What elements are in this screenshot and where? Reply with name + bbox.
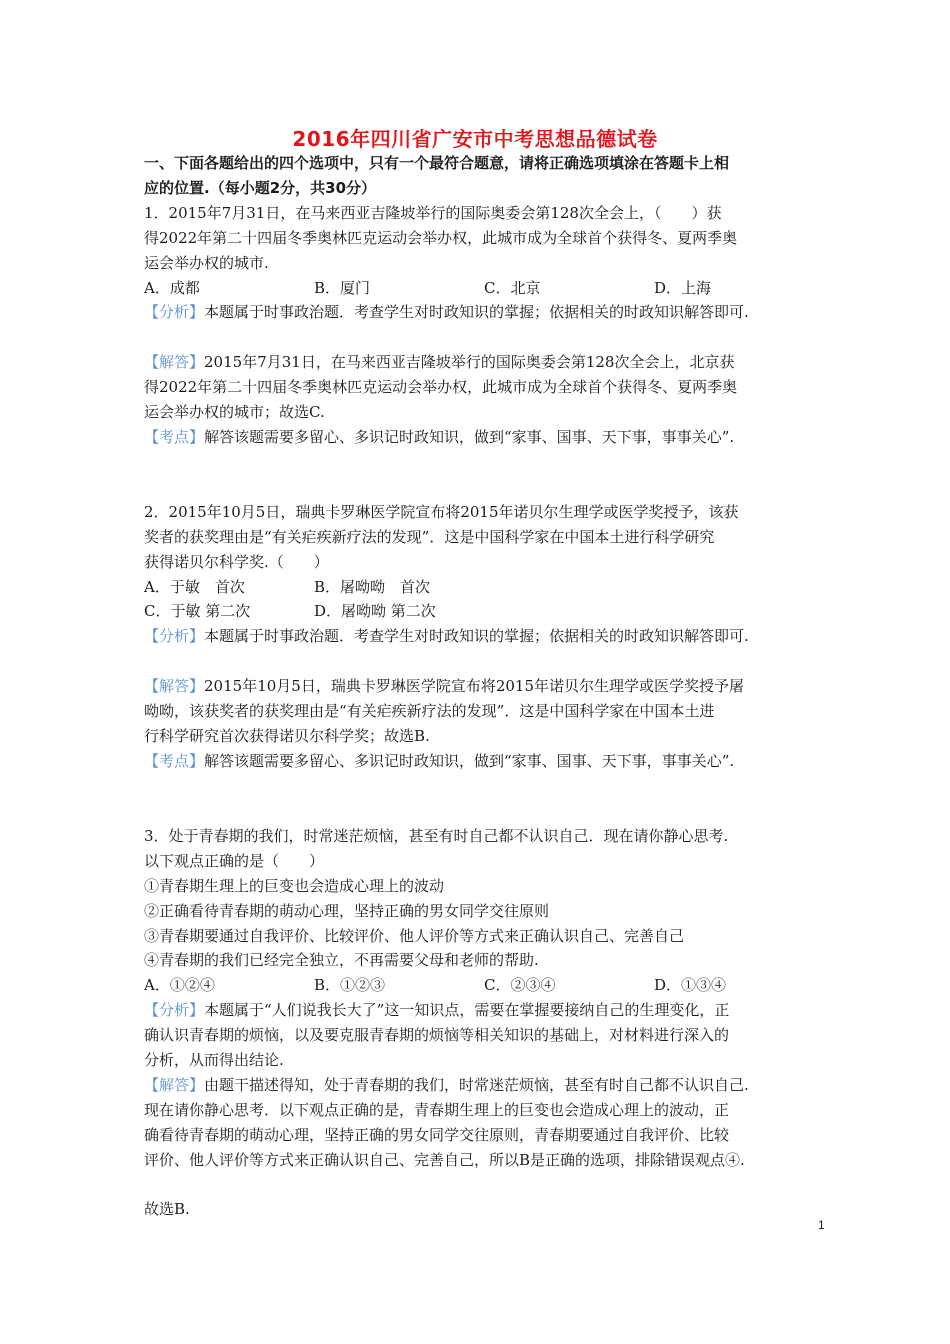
q1-option-d: D．上海	[654, 279, 712, 297]
q1-option-b: B．厦门	[314, 279, 371, 297]
q3-option-c: C．②③④	[484, 976, 556, 994]
q3-stem-line-2: 以下观点正确的是（ ）	[144, 852, 325, 870]
q3-analysis-line-1	[144, 1000, 729, 1020]
q1-analysis	[144, 302, 749, 322]
q1-answer-line-1	[144, 352, 734, 372]
q1-point-tag: 【考点】	[144, 428, 205, 446]
q1-options	[144, 278, 711, 298]
q2-analysis-text: 本题属于时事政治题．考查学生对时政知识的掌握；依据相关的时政知识解答即可.	[204, 627, 749, 645]
q3-answer-line-1	[144, 1075, 749, 1095]
q3-stem-line-1: 3．处于青春期的我们，时常迷茫烦恼，甚至有时自己都不认识自己．现在请你静心思考.	[144, 827, 729, 845]
q3-option-d: D．①③④	[654, 976, 727, 994]
exam-title: 2016年四川省广安市中考思想品德试卷	[292, 127, 658, 151]
q1-analysis-text: 本题属于时事政治题．考查学生对时政知识的掌握；依据相关的时政知识解答即可.	[204, 303, 749, 321]
q3-options	[144, 975, 726, 995]
q2-option-d: D．屠呦呦 第二次	[314, 602, 436, 620]
q1-stem-line-1: 1．2015年7月31日，在马来西亚吉隆坡举行的国际奥委会第128次全会上，（ ）获	[144, 204, 722, 222]
q3-analysis-text-1: 本题属于“人们说我长大了”这一知识点，需要在掌握要接纳自己的生理变化，正	[204, 1001, 730, 1019]
q3-option-b: B．①②③	[314, 976, 386, 994]
q3-analysis-tag: 【分析】	[144, 1001, 205, 1019]
q1-answer-tag: 【解答】	[144, 353, 205, 371]
page-number: 1	[818, 1218, 825, 1232]
q2-stem-line-2: 奖者的获奖理由是“有关疟疾新疗法的发现”．这是中国科学家在中国本土进行科学研究	[144, 528, 715, 546]
q2-answer-line-2: 呦呦，该获奖者的获奖理由是“有关疟疾新疗法的发现”．这是中国科学家在中国本土进	[144, 702, 715, 720]
q2-point-tag: 【考点】	[144, 752, 205, 770]
q3-conclusion: 故选B.	[144, 1200, 190, 1218]
q1-point-text: 解答该题需要多留心、多识记时政知识，做到“家事、国事、天下事，事事关心”.	[204, 428, 735, 446]
q3-statement-1: ①青春期生理上的巨变也会造成心理上的波动	[144, 877, 445, 895]
section-heading-line-2: 应的位置.（每小题2分，共30分）	[144, 179, 377, 197]
q2-options-row-1	[144, 577, 430, 597]
q3-answer-tag: 【解答】	[144, 1076, 205, 1094]
q2-stem-line-3: 获得诺贝尔科学奖.（ ）	[144, 553, 329, 571]
q2-answer-text-1: 2015年10月5日，瑞典卡罗琳医学院宣布将2015年诺贝尔生理学或医学奖授予屠	[204, 677, 744, 695]
q2-answer-tag: 【解答】	[144, 677, 205, 695]
q2-option-a: A．于敏 首次	[144, 578, 245, 596]
q2-answer-line-3: 行科学研究首次获得诺贝尔科学奖；故选B.	[144, 727, 430, 745]
q2-point	[144, 751, 734, 771]
q3-statement-3: ③青春期要通过自我评价、比较评价、他人评价等方式来正确认识自己、完善自己	[144, 927, 685, 945]
q1-answer-text-1: 2015年7月31日，在马来西亚吉隆坡举行的国际奥委会第128次全会上，北京获	[204, 353, 735, 371]
q2-stem-line-1: 2．2015年10月5日，瑞典卡罗琳医学院宣布将2015年诺贝尔生理学或医学奖授予，该获	[144, 503, 739, 521]
q1-answer-line-2: 得2022年第二十四届冬季奥林匹克运动会举办权，此城市成为全球首个获得冬、夏两季奥	[144, 378, 738, 396]
q1-option-c: C．北京	[484, 279, 541, 297]
q3-answer-line-4: 评价、他人评价等方式来正确认识自己、完善自己，所以B是正确的选项，排除错误观点④.	[144, 1151, 745, 1169]
q1-stem-line-3: 运会举办权的城市.	[144, 254, 269, 272]
q3-answer-line-3: 确看待青春期的萌动心理，坚持正确的男女同学交往原则，青春期要通过自我评价、比较	[144, 1126, 730, 1144]
q1-answer-line-3: 运会举办权的城市；故选C.	[144, 403, 325, 421]
q2-option-c: C．于敏 第二次	[144, 602, 251, 620]
q3-statement-4: ④青春期的我们已经完全独立，不再需要父母和老师的帮助.	[144, 951, 539, 969]
q3-statement-2: ②正确看待青春期的萌动心理，坚持正确的男女同学交往原则	[144, 902, 550, 920]
q2-analysis-tag: 【分析】	[144, 627, 205, 645]
q2-options-row-2	[144, 601, 436, 621]
q1-analysis-tag: 【分析】	[144, 303, 205, 321]
q1-point	[144, 427, 734, 447]
q1-option-a: A．成都	[144, 279, 200, 297]
q2-analysis	[144, 626, 749, 646]
q1-stem-line-2: 得2022年第二十四届冬季奥林匹克运动会举办权，此城市成为全球首个获得冬、夏两季奥	[144, 229, 738, 247]
q3-answer-line-2: 现在请你静心思考．以下观点正确的是，青春期生理上的巨变也会造成心理上的波动，正	[144, 1101, 730, 1119]
q3-analysis-line-2: 确认识青春期的烦恼，以及要克服青春期的烦恼等相关知识的基础上，对材料进行深入的	[144, 1026, 730, 1044]
q2-point-text: 解答该题需要多留心、多识记时政知识，做到“家事、国事、天下事，事事关心”.	[204, 752, 735, 770]
q3-analysis-line-3: 分析，从而得出结论.	[144, 1051, 284, 1069]
q2-answer-line-1	[144, 676, 744, 696]
q3-answer-text-1: 由题干描述得知，处于青春期的我们，时常迷茫烦恼，甚至有时自己都不认识自己.	[204, 1076, 749, 1094]
q2-option-b: B．屠呦呦 首次	[314, 578, 431, 596]
section-heading-line-1: 一、下面各题给出的四个选项中，只有一个最符合题意，请将正确选项填涂在答题卡上相	[144, 154, 730, 172]
q3-option-a: A．①②④	[144, 976, 215, 994]
